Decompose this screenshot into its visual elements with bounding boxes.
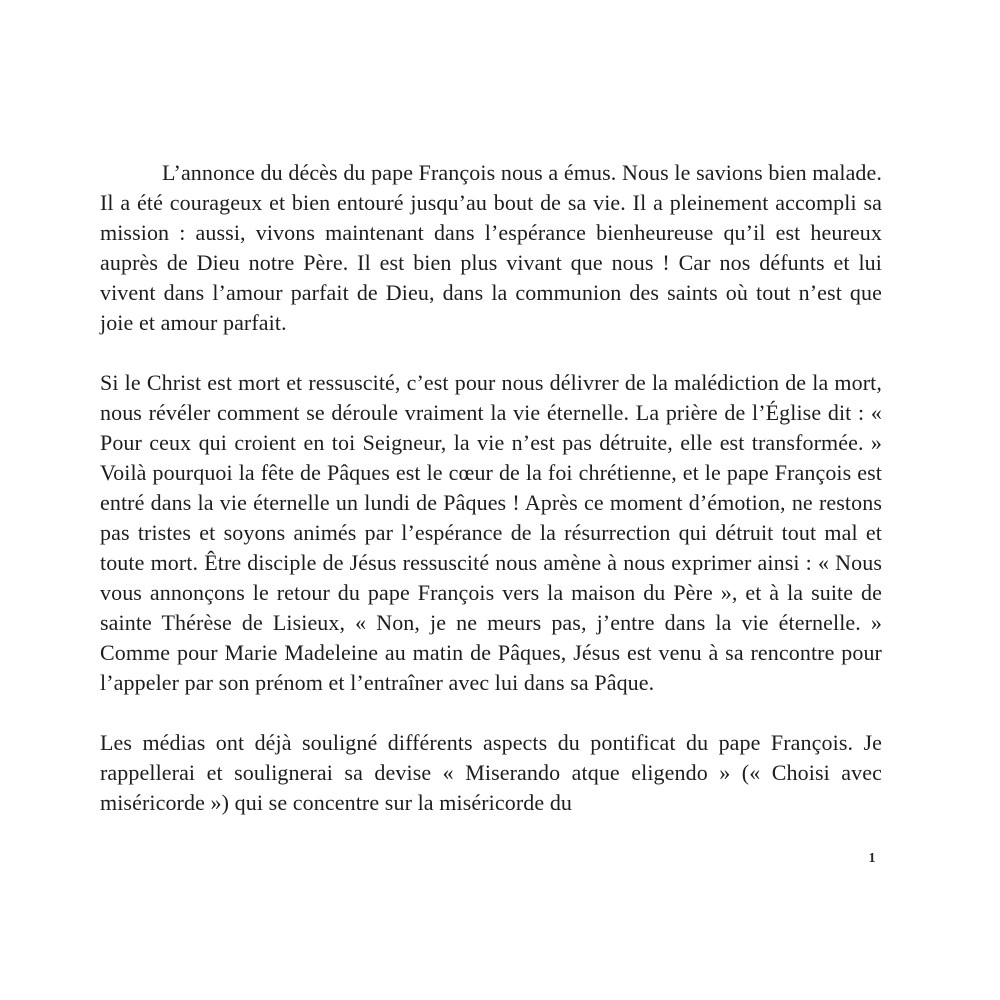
page-number: 1 bbox=[868, 851, 876, 866]
text-block bbox=[100, 158, 882, 848]
paragraph-3: Les médias ont déjà souligné différents aspects du pontificat du pape François. Je rappellerai et soulignerai sa devise « Miserando atque eligendo » (« Choisi avec miséricorde ») qui se concentre sur la miséricorde du bbox=[100, 730, 882, 815]
paragraph-2: Si le Christ est mort et ressuscité, c’est pour nous délivrer de la malédiction de la mort, nous révéler comment se déroule vraiment la vie éternelle. La prière de l’Église dit : « Pour ceux qui croient en toi Seigneur, la vie n’est pas détruite, elle est transformée. » Voilà pourquoi la fête de Pâques est le cœur de la foi chrétienne, et le pape François est entré dans la vie éternelle un lundi de Pâques ! Après ce moment d’émotion, ne restons pas tristes et soyons animés par l’espérance de la résurrection qui détruit tout mal et toute mort. Être disciple de Jésus ressuscité nous amène à nous exprimer ainsi : « Nous vous annonçons le retour du pape François vers la maison du Père », et à la suite de sainte Thérèse de Lisieux, « Non, je ne meurs pas, j’entre dans la vie éternelle. » Comme pour Marie Madeleine au matin de Pâques, Jésus est venu à sa rencontre pour l’appeler par son prénom et l’entraîner avec lui dans sa Pâque. bbox=[100, 370, 882, 695]
paragraph-1: L’annonce du décès du pape François nous a émus. Nous le savions bien malade. Il a été courageux et bien entouré jusqu’au bout de sa vie. Il a pleinement accompli sa mission : aussi, vivons maintenant dans l’espérance bienheureuse qu’il est heureux auprès de Dieu notre Père. Il est bien plus vivant que nous ! Car nos défunts et lui vivent dans l’amour parfait de Dieu, dans la communion des saints où tout n’est que joie et amour parfait. bbox=[100, 160, 882, 335]
